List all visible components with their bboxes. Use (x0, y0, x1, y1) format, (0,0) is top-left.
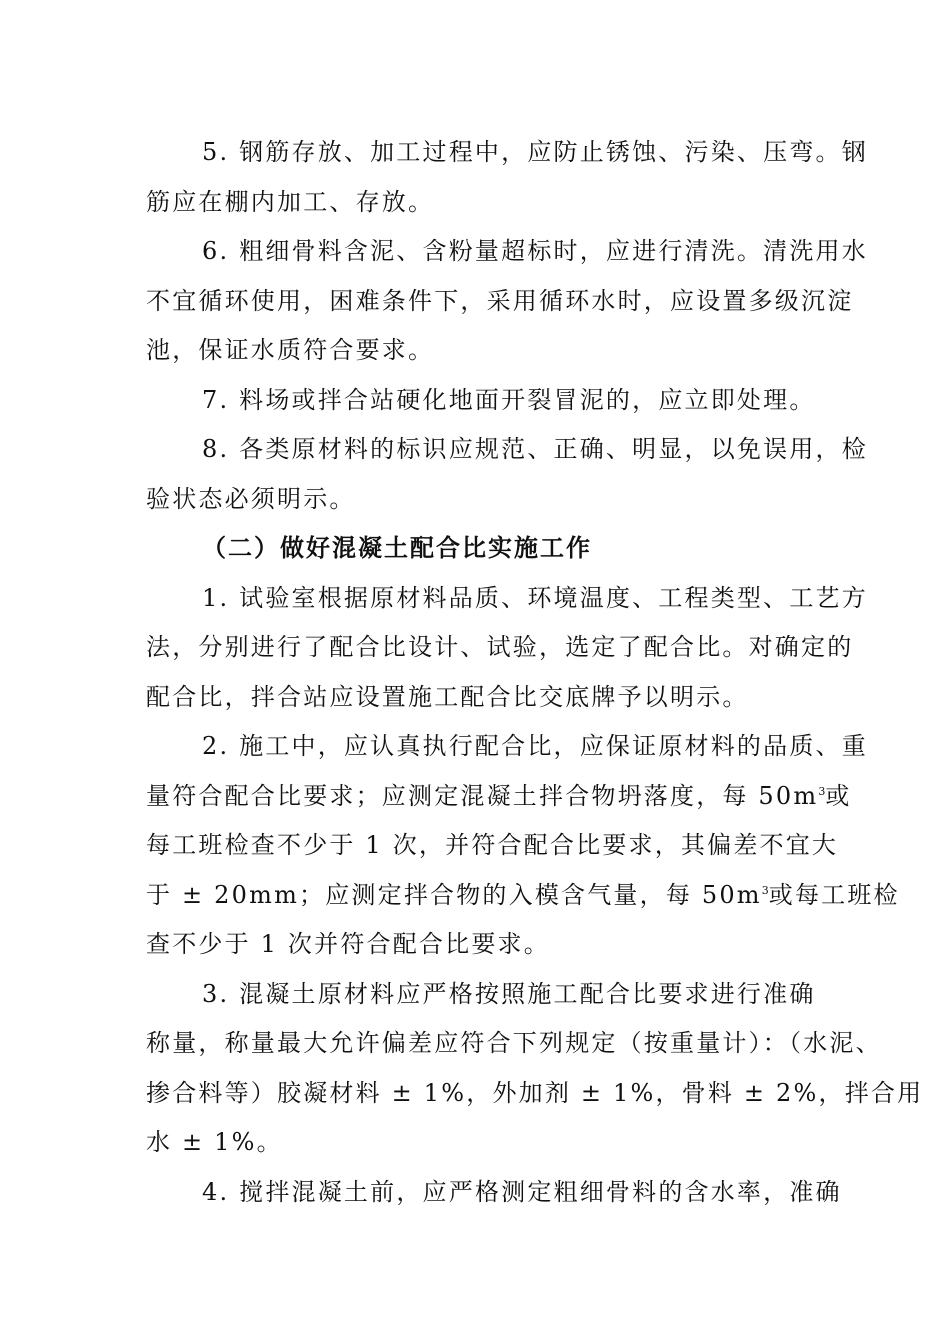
text-line: 6. 粗细骨料含泥、含粉量超标时，应进行清洗。清洗用水 (202, 237, 868, 265)
text-line: 配合比，拌合站应设置施工配合比交底牌予以明示。 (146, 682, 749, 711)
paragraph-q3 (146, 970, 924, 1168)
paragraph-q4 (146, 1168, 842, 1218)
paragraph-q2 (146, 722, 900, 970)
text-line: 1. 试验室根据原材料品质、环境温度、工程类型、工艺方 (202, 583, 868, 612)
text-line: 2. 施工中，应认真执行配合比，应保证原材料的品质、重 (202, 732, 868, 760)
text-line: 不宜循环使用，困难条件下，采用循环水时，应设置多级沉淀 (146, 286, 854, 315)
text-line: 3. 混凝土原材料应严格按照施工配合比要求进行准确 (202, 979, 816, 1008)
text-line: 验状态必须明示。 (146, 484, 356, 513)
section-heading: （二）做好混凝土配合比实施工作 (202, 534, 592, 562)
text-line: 4. 搅拌混凝土前，应严格测定粗细骨料的含水率，准确 (202, 1177, 842, 1206)
text-segment: 或 (825, 781, 852, 810)
text-segment: 或每工班检 (768, 880, 900, 909)
text-line: 5. 钢筋存放、加工过程中，应防止锈蚀、污染、压弯。钢 (202, 138, 868, 166)
text-line: 池，保证水质符合要求。 (146, 336, 435, 364)
document-body (146, 128, 924, 1217)
text-line (146, 772, 852, 822)
paragraph-8 (146, 425, 868, 524)
paragraph-7 (146, 376, 816, 426)
paragraph-5 (146, 128, 868, 227)
superscript: 3 (761, 883, 769, 897)
text-segment: 于 ± 20mm；应测定拌合物的入模含气量，每 50m (146, 880, 762, 909)
text-line: 筋应在棚内加工、存放。 (146, 187, 435, 216)
text-line: 每工班检查不少于 1 次，并符合配合比要求，其偏差不宜大 (146, 831, 839, 859)
text-line: 7. 料场或拌合站硬化地面开裂冒泥的，应立即处理。 (202, 385, 816, 414)
text-line (146, 871, 900, 921)
text-line: 掺合料等）胶凝材料 ± 1%，外加剂 ± 1%，骨料 ± 2%，拌合用 (146, 1078, 924, 1107)
text-line: 8. 各类原材料的标识应规范、正确、明显，以免误用，检 (202, 435, 868, 463)
text-line: 法，分别进行了配合比设计、试验，选定了配合比。对确定的 (146, 633, 854, 661)
paragraph-q1 (146, 574, 868, 723)
paragraph-6 (146, 227, 868, 376)
text-line: 水 ± 1%。 (146, 1128, 283, 1156)
text-line: 查不少于 1 次并符合配合比要求。 (146, 930, 550, 958)
text-line: 称量，称量最大允许偏差应符合下列规定（按重量计）：（水泥、 (146, 1029, 882, 1057)
text-segment: 量符合配合比要求；应测定混凝土拌合物坍落度，每 50m (146, 781, 819, 810)
superscript: 3 (818, 784, 826, 798)
